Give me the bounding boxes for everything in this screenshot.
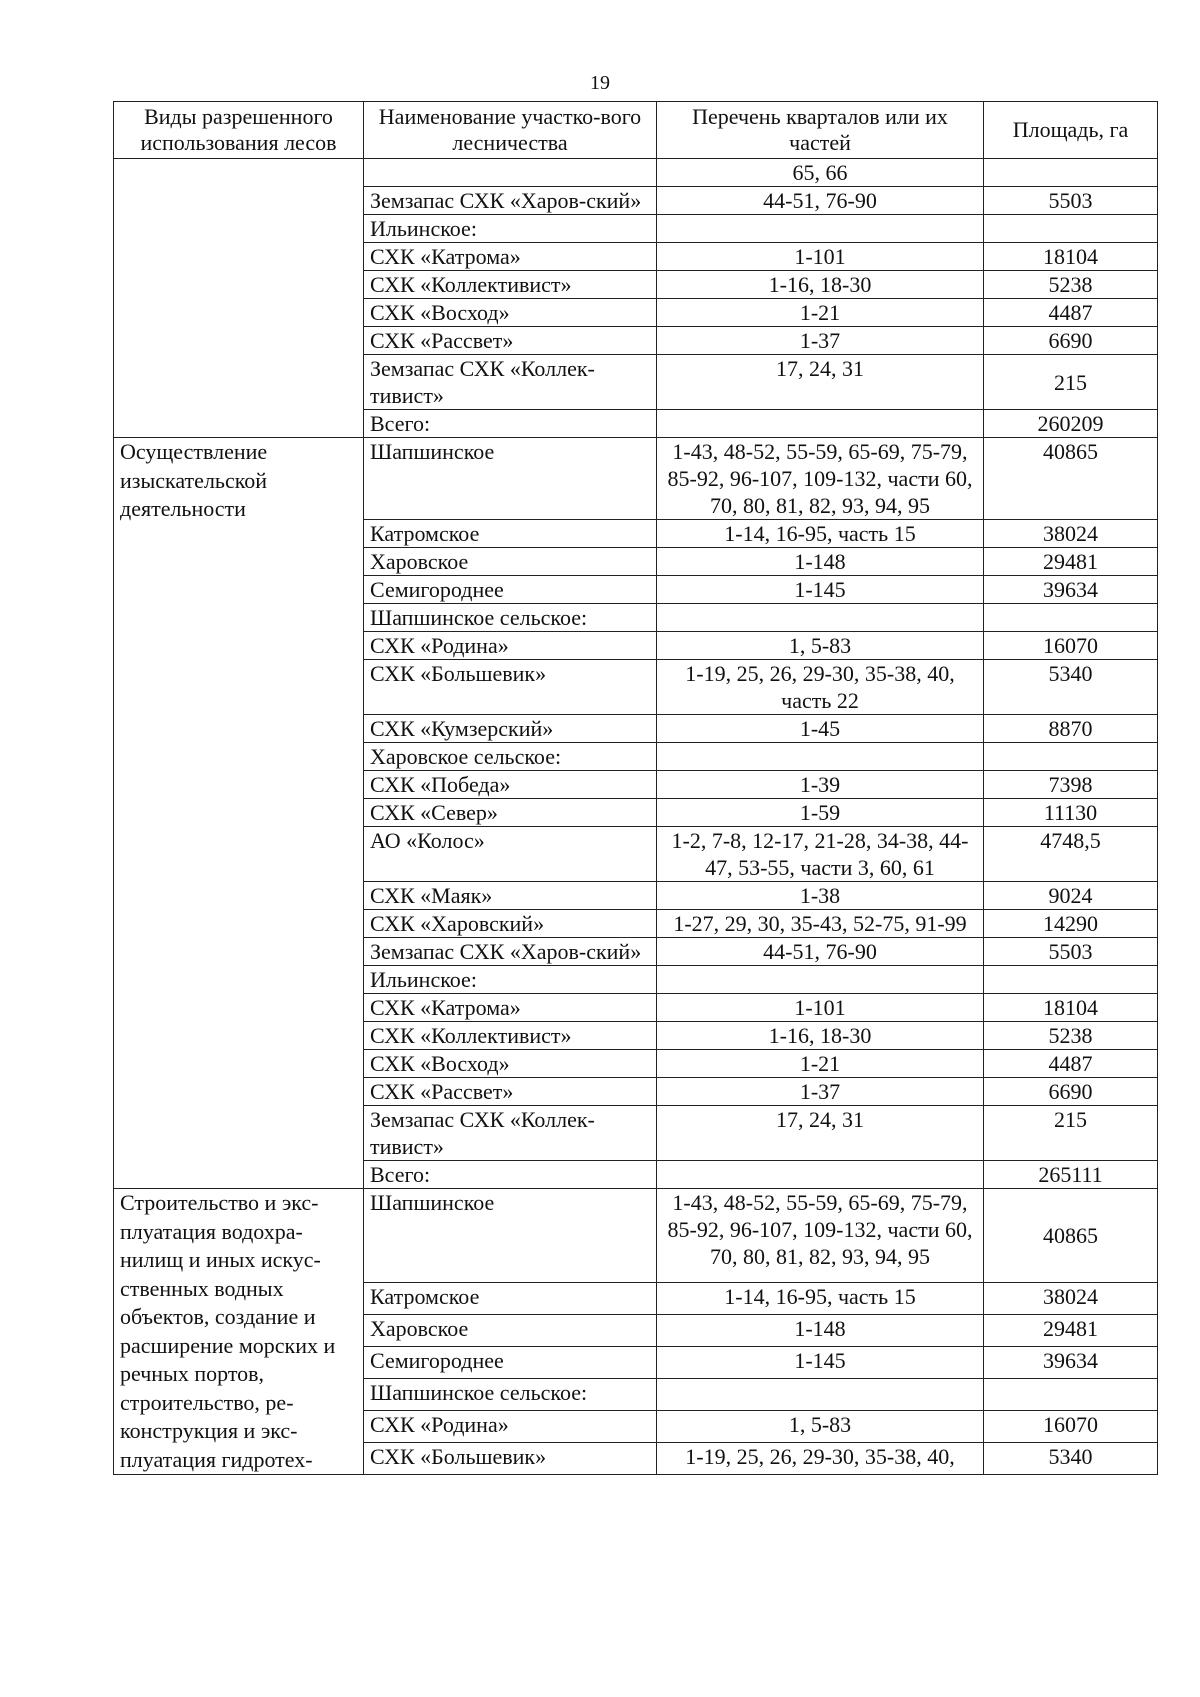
area-cell: 4487 xyxy=(984,1050,1158,1078)
area-cell: 215 xyxy=(984,1106,1158,1161)
quarters-cell xyxy=(657,743,984,771)
area-cell: 5340 xyxy=(984,660,1158,715)
forestry-name-cell: СХК «Родина» xyxy=(364,632,657,660)
total-area-cell: 265111 xyxy=(984,1161,1158,1189)
area-cell: 39634 xyxy=(984,576,1158,604)
area-cell xyxy=(984,604,1158,632)
header-use: Виды разрешенного использования лесов xyxy=(114,102,364,159)
forestry-name-cell: СХК «Катрома» xyxy=(364,994,657,1022)
forestry-name-cell: Шапшинское xyxy=(364,1189,657,1283)
area-cell: 8870 xyxy=(984,715,1158,743)
total-area-cell: 260209 xyxy=(984,410,1158,438)
forestry-name-cell: Катромское xyxy=(364,520,657,548)
forestry-name-cell: Катромское xyxy=(364,1282,657,1314)
total-label-cell: Всего: xyxy=(364,410,657,438)
forestry-name-cell: Шапшинское сельское: xyxy=(364,604,657,632)
use-cell-survey: Осуществление изыскательской деятельности xyxy=(114,438,364,1189)
quarters-cell: 1, 5-83 xyxy=(657,1410,984,1442)
area-cell: 40865 xyxy=(984,1189,1158,1283)
quarters-cell xyxy=(657,215,984,243)
quarters-cell xyxy=(657,410,984,438)
forestry-name-cell: Земзапас СХК «Харов-ский» xyxy=(364,938,657,966)
area-cell: 16070 xyxy=(984,1410,1158,1442)
forestry-name-cell: СХК «Рассвет» xyxy=(364,327,657,355)
quarters-cell: 1-145 xyxy=(657,576,984,604)
area-cell xyxy=(984,159,1158,187)
quarters-cell: 1-37 xyxy=(657,1078,984,1106)
quarters-cell: 65, 66 xyxy=(657,159,984,187)
quarters-cell: 44-51, 76-90 xyxy=(657,187,984,215)
area-cell xyxy=(984,1378,1158,1410)
area-cell xyxy=(984,215,1158,243)
area-cell: 18104 xyxy=(984,243,1158,271)
area-cell: 6690 xyxy=(984,1078,1158,1106)
area-cell xyxy=(984,966,1158,994)
quarters-cell: 1-37 xyxy=(657,327,984,355)
forestry-name-cell: Ильинское: xyxy=(364,215,657,243)
forestry-name-cell xyxy=(364,159,657,187)
forestry-name-cell: Харовское сельское: xyxy=(364,743,657,771)
forest-use-table xyxy=(113,101,1158,1475)
quarters-cell: 44-51, 76-90 xyxy=(657,938,984,966)
area-cell: 215 xyxy=(984,355,1158,410)
area-cell: 5503 xyxy=(984,938,1158,966)
quarters-cell xyxy=(657,1161,984,1189)
table-row xyxy=(114,1189,1158,1283)
area-cell: 6690 xyxy=(984,327,1158,355)
total-label-cell: Всего: xyxy=(364,1161,657,1189)
table-body xyxy=(114,159,1158,1475)
header-quarters: Перечень кварталов или их частей xyxy=(657,102,984,159)
quarters-cell: 17, 24, 31 xyxy=(657,355,984,410)
quarters-cell: 1-14, 16-95, часть 15 xyxy=(657,1282,984,1314)
quarters-cell: 1-43, 48-52, 55-59, 65-69, 75-79, 85-92, 96-107, 109-132, части 60, 70, 80, 81, 82, 93, 94, 95 xyxy=(657,1189,984,1283)
forestry-name-cell: СХК «Кумзерский» xyxy=(364,715,657,743)
table-row xyxy=(114,159,1158,187)
forestry-name-cell: СХК «Большевик» xyxy=(364,1442,657,1474)
area-cell: 29481 xyxy=(984,1314,1158,1346)
area-cell: 5340 xyxy=(984,1442,1158,1474)
quarters-cell: 1-2, 7-8, 12-17, 21-28, 34-38, 44-47, 53-55, части 3, 60, 61 xyxy=(657,827,984,882)
header-forestry-name: Наименование участко-вого лесничества xyxy=(364,102,657,159)
quarters-cell: 1-39 xyxy=(657,771,984,799)
forestry-name-cell: Харовское xyxy=(364,1314,657,1346)
forestry-name-cell: СХК «Восход» xyxy=(364,299,657,327)
quarters-cell: 1-27, 29, 30, 35-43, 52-75, 91-99 xyxy=(657,910,984,938)
forestry-name-cell: СХК «Катрома» xyxy=(364,243,657,271)
use-cell-water-structures: Строительство и экс-плуатация водохра-нилищ и иных искус-ственных водных объектов, создание и расширение морских и речных портов, строительство, ре-конструкция и экс-плуатация гидротех- xyxy=(114,1189,364,1475)
table-header-row xyxy=(114,102,1158,159)
forestry-name-cell: СХК «Восход» xyxy=(364,1050,657,1078)
quarters-cell xyxy=(657,604,984,632)
forestry-name-cell: Шапшинское сельское: xyxy=(364,1378,657,1410)
use-cell-continued xyxy=(114,159,364,438)
area-cell: 29481 xyxy=(984,548,1158,576)
forestry-name-cell: Ильинское: xyxy=(364,966,657,994)
quarters-cell: 1-59 xyxy=(657,799,984,827)
quarters-cell: 1-43, 48-52, 55-59, 65-69, 75-79, 85-92, 96-107, 109-132, части 60, 70, 80, 81, 82, 93, 94, 95 xyxy=(657,438,984,520)
quarters-cell xyxy=(657,966,984,994)
area-cell: 40865 xyxy=(984,438,1158,520)
quarters-cell xyxy=(657,1378,984,1410)
forestry-name-cell: СХК «Рассвет» xyxy=(364,1078,657,1106)
area-cell: 38024 xyxy=(984,520,1158,548)
area-cell: 38024 xyxy=(984,1282,1158,1314)
area-cell: 5238 xyxy=(984,1022,1158,1050)
area-cell: 9024 xyxy=(984,882,1158,910)
quarters-cell: 1-19, 25, 26, 29-30, 35-38, 40, xyxy=(657,1442,984,1474)
forestry-name-cell: СХК «Коллективист» xyxy=(364,1022,657,1050)
forestry-name-cell: Земзапас СХК «Коллек-тивист» xyxy=(364,1106,657,1161)
area-cell: 4748,5 xyxy=(984,827,1158,882)
forestry-name-cell: СХК «Север» xyxy=(364,799,657,827)
forestry-name-cell: Харовское xyxy=(364,548,657,576)
quarters-cell: 1-14, 16-95, часть 15 xyxy=(657,520,984,548)
area-cell: 16070 xyxy=(984,632,1158,660)
forestry-name-cell: СХК «Родина» xyxy=(364,1410,657,1442)
quarters-cell: 17, 24, 31 xyxy=(657,1106,984,1161)
quarters-cell: 1, 5-83 xyxy=(657,632,984,660)
forestry-name-cell: Земзапас СХК «Коллек-тивист» xyxy=(364,355,657,410)
area-cell: 18104 xyxy=(984,994,1158,1022)
table-row xyxy=(114,438,1158,520)
quarters-cell: 1-145 xyxy=(657,1346,984,1378)
quarters-cell: 1-45 xyxy=(657,715,984,743)
forestry-name-cell: Семигороднее xyxy=(364,576,657,604)
area-cell: 7398 xyxy=(984,771,1158,799)
forestry-name-cell: АО «Колос» xyxy=(364,827,657,882)
quarters-cell: 1-148 xyxy=(657,1314,984,1346)
area-cell: 4487 xyxy=(984,299,1158,327)
quarters-cell: 1-16, 18-30 xyxy=(657,1022,984,1050)
quarters-cell: 1-21 xyxy=(657,1050,984,1078)
forestry-name-cell: Шапшинское xyxy=(364,438,657,520)
forestry-name-cell: СХК «Маяк» xyxy=(364,882,657,910)
quarters-cell: 1-21 xyxy=(657,299,984,327)
area-cell: 39634 xyxy=(984,1346,1158,1378)
page-number: 19 xyxy=(590,72,610,94)
quarters-cell: 1-38 xyxy=(657,882,984,910)
forestry-name-cell: СХК «Победа» xyxy=(364,771,657,799)
forestry-name-cell: СХК «Харовский» xyxy=(364,910,657,938)
area-cell: 5503 xyxy=(984,187,1158,215)
quarters-cell: 1-148 xyxy=(657,548,984,576)
area-cell xyxy=(984,743,1158,771)
quarters-cell: 1-101 xyxy=(657,994,984,1022)
forestry-name-cell: Земзапас СХК «Харов-ский» xyxy=(364,187,657,215)
forestry-name-cell: СХК «Большевик» xyxy=(364,660,657,715)
area-cell: 14290 xyxy=(984,910,1158,938)
forestry-name-cell: СХК «Коллективист» xyxy=(364,271,657,299)
quarters-cell: 1-16, 18-30 xyxy=(657,271,984,299)
header-area: Площадь, га xyxy=(984,102,1158,159)
area-cell: 11130 xyxy=(984,799,1158,827)
forestry-name-cell: Семигороднее xyxy=(364,1346,657,1378)
area-cell: 5238 xyxy=(984,271,1158,299)
quarters-cell: 1-19, 25, 26, 29-30, 35-38, 40, часть 22 xyxy=(657,660,984,715)
quarters-cell: 1-101 xyxy=(657,243,984,271)
